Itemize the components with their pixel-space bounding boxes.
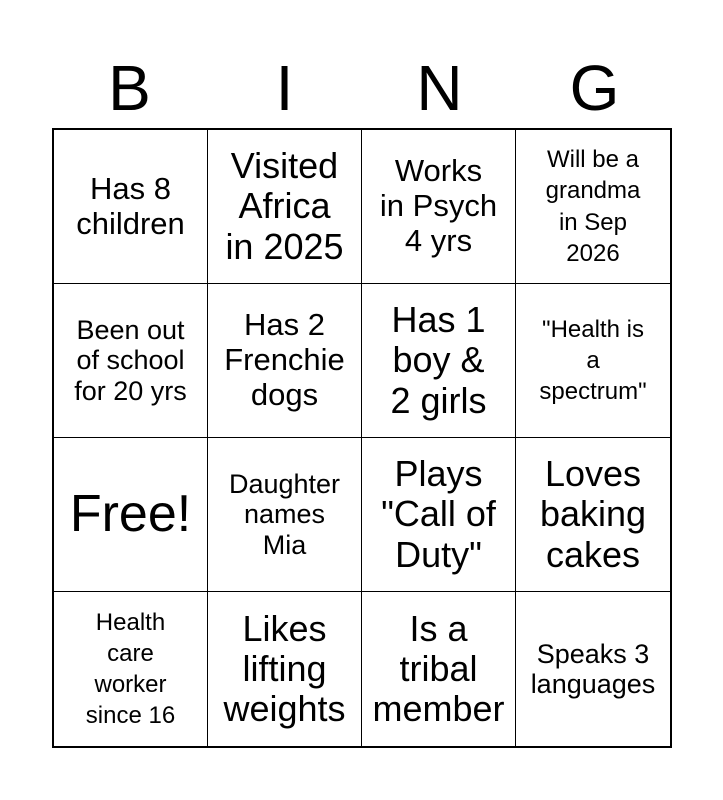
header-letter-n: N [416, 52, 463, 124]
bingo-cell[interactable]: Works in Psych 4 yrs [362, 130, 516, 284]
free-space-cell[interactable]: Free! [54, 438, 208, 592]
header-letter-b: B [108, 52, 151, 124]
header-letter-i: I [275, 52, 294, 124]
bingo-cell[interactable]: Visited Africa in 2025 [208, 130, 362, 284]
header-letter-g: G [569, 52, 620, 124]
bingo-cell[interactable]: "Health is a spectrum" [516, 284, 670, 438]
bingo-cell[interactable]: Is a tribal member [362, 592, 516, 746]
bingo-cell[interactable]: Has 1 boy & 2 girls [362, 284, 516, 438]
bingo-cell[interactable]: Will be a grandma in Sep 2026 [516, 130, 670, 284]
bingo-cell[interactable]: Plays "Call of Duty" [362, 438, 516, 592]
bingo-cell[interactable]: Has 8 children [54, 130, 208, 284]
bingo-cell[interactable]: Health care worker since 16 [54, 592, 208, 746]
bingo-cell[interactable]: Speaks 3 languages [530, 638, 656, 699]
bingo-card-grid [52, 128, 672, 748]
bingo-cell[interactable]: Has 2 Frenchie dogs [208, 284, 362, 438]
bingo-cell[interactable]: Loves baking cakes [516, 438, 670, 592]
bingo-cell[interactable]: Been out of school for 20 yrs [54, 284, 208, 438]
bingo-cell[interactable]: Daughter names Mia [208, 438, 362, 592]
bingo-header [52, 48, 672, 128]
bingo-cell[interactable]: Likes lifting weights [208, 592, 362, 746]
